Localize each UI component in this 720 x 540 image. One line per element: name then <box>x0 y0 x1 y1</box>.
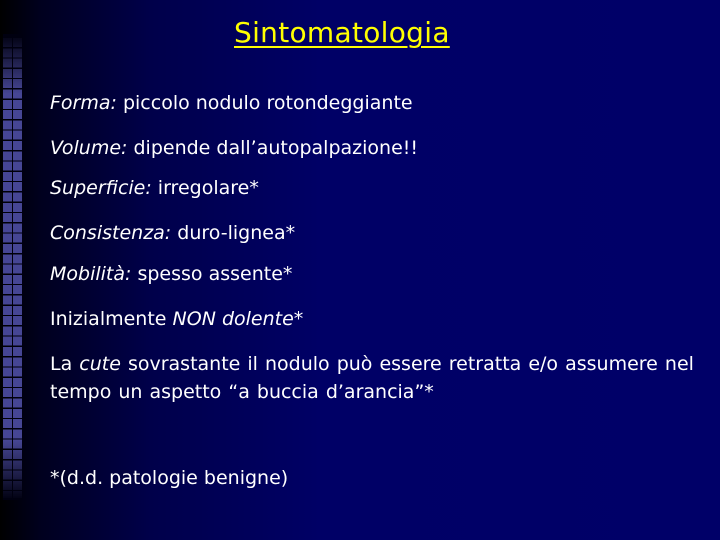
item-forma <box>50 91 413 115</box>
item-consistenza <box>50 221 295 245</box>
item-mobilita <box>50 262 292 286</box>
item-value: irregolare* <box>151 177 259 199</box>
initial-emphasis: NON dolente <box>172 308 294 330</box>
initial-suffix: * <box>293 308 304 330</box>
skin-emphasis: cute <box>79 353 121 375</box>
item-label: Mobilità: <box>50 263 132 285</box>
item-volume <box>50 136 418 160</box>
item-label: Consistenza: <box>50 222 172 244</box>
item-value: spesso assente* <box>131 263 293 285</box>
item-value: dipende dall’autopalpazione!! <box>127 137 418 159</box>
item-value: duro-lignea* <box>171 222 296 244</box>
item-label: Volume: <box>50 137 128 159</box>
item-inizialmente <box>50 307 303 331</box>
skin-rest: sovrastante il nodulo può essere retratta e/o assumere nel tempo un aspetto “a buccia d’arancia”* <box>50 353 694 403</box>
footnote: *(d.d. patologie benigne) <box>50 467 289 489</box>
decorative-square-strip <box>3 38 23 498</box>
item-label: Forma: <box>50 92 117 114</box>
item-cute <box>50 350 710 406</box>
item-value: piccolo nodulo rotondeggiante <box>116 92 413 114</box>
skin-prefix: La <box>50 353 80 375</box>
initial-prefix: Inizialmente <box>50 308 173 330</box>
slide-title: Sintomatologia <box>234 16 450 49</box>
item-label: Superficie: <box>50 177 152 199</box>
item-superficie <box>50 176 259 200</box>
